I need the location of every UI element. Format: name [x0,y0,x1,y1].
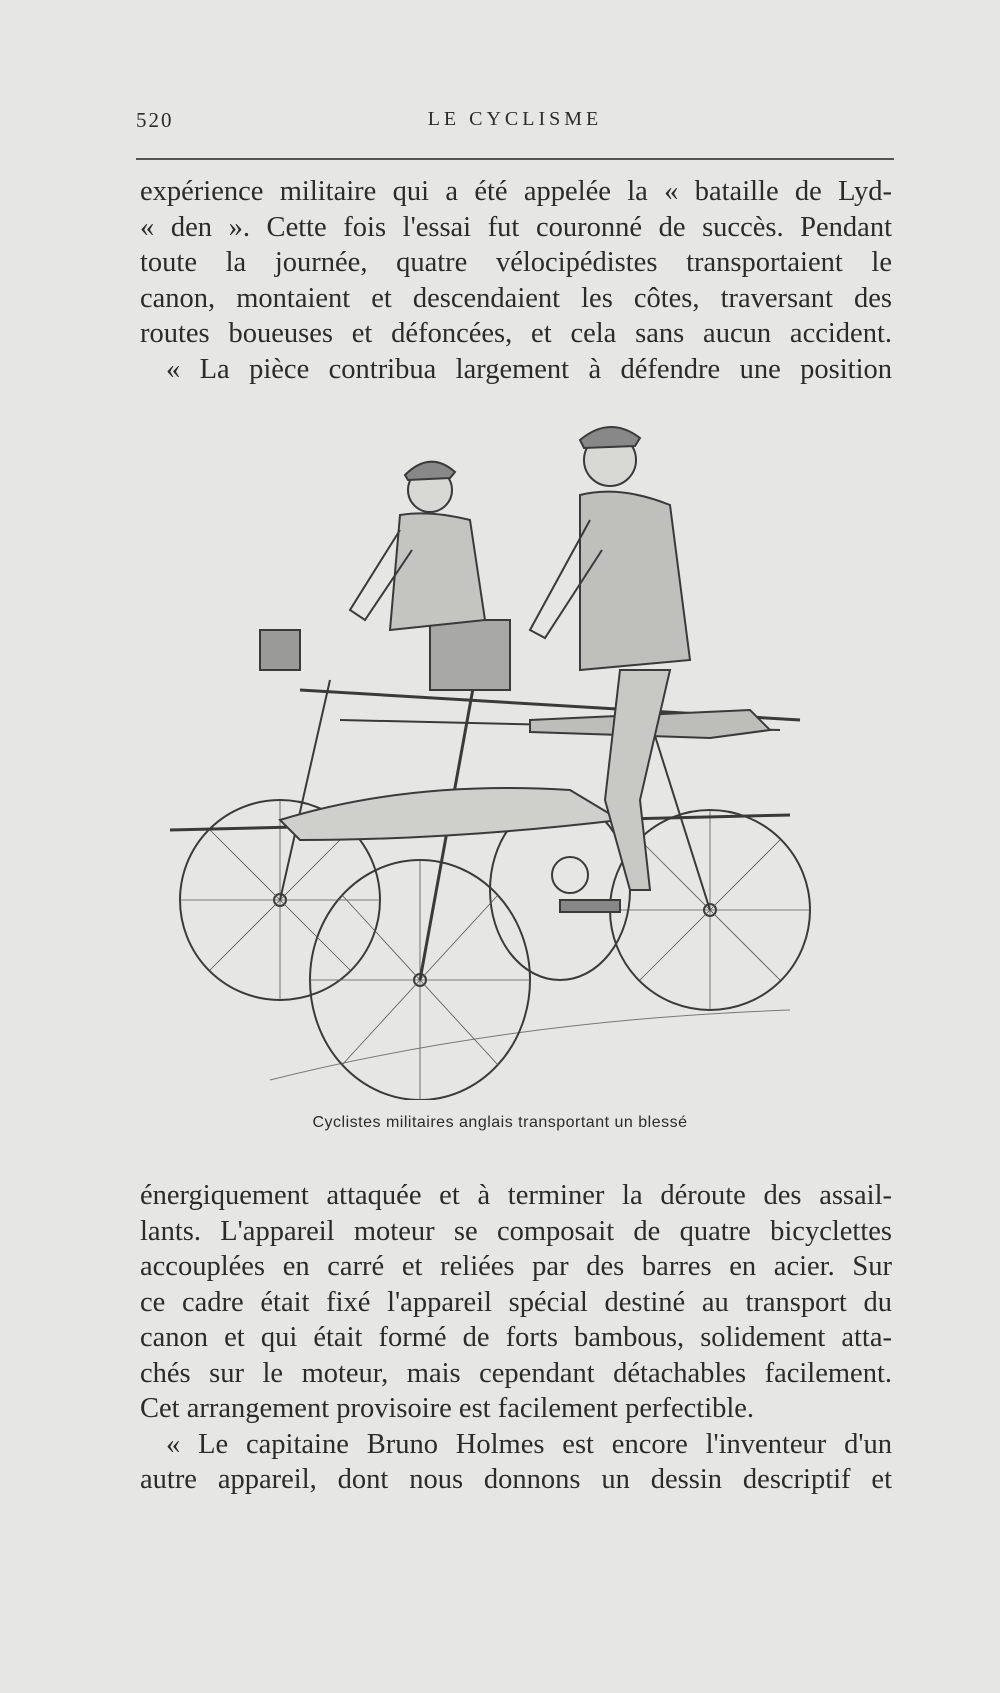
page-number: 520 [136,108,174,132]
page-header [136,108,894,142]
text-line: canon, montaient et descendaient les côtes, traversant des [140,282,892,314]
text-line: « Le capitaine Bruno Holmes est encore l'inventeur d'un [166,1428,892,1460]
text-line: énergiquement attaquée et à terminer la déroute des assail- [140,1180,892,1211]
text-line: toute la journée, quatre vélocipédistes transportaient le [140,247,892,278]
text-line: Cet arrangement provisoire est facilement perfectible. [140,1393,755,1424]
text-line: lants. L'appareil moteur se composait de quatre bicyclettes [140,1215,892,1247]
bottom-paragraph [140,1178,892,1498]
text-line: « La pièce contribua largement à défendre une position [166,353,892,385]
text-line: ce cadre était fixé l'appareil spécial destiné au transport du [140,1286,892,1318]
text-line: « den ». Cette fois l'essai fut couronné de succès. Pendant [140,211,892,243]
text-line: expérience militaire qui a été appelée la « bataille de Lyd- [140,176,892,207]
top-paragraph [140,174,892,387]
cyclists-engraving-drawing [150,420,870,1100]
running-title: LE CYCLISME [427,108,603,130]
text-line: autre appareil, dont nous donnons un dessin descriptif et [140,1464,892,1495]
text-line: canon et qui était formé de forts bambous, solidement atta- [140,1322,892,1353]
engraving-illustration [150,420,870,1100]
header-rule [136,158,894,160]
text-line: routes boueuses et défoncées, et cela sans aucun accident. [140,318,892,349]
text-line: accouplées en carré et reliées par des barres en acier. Sur [140,1251,892,1282]
figure-caption: Cyclistes militaires anglais transportant un blessé [312,1114,688,1131]
text-line: chés sur le moteur, mais cependant détachables facilement. [140,1357,892,1389]
